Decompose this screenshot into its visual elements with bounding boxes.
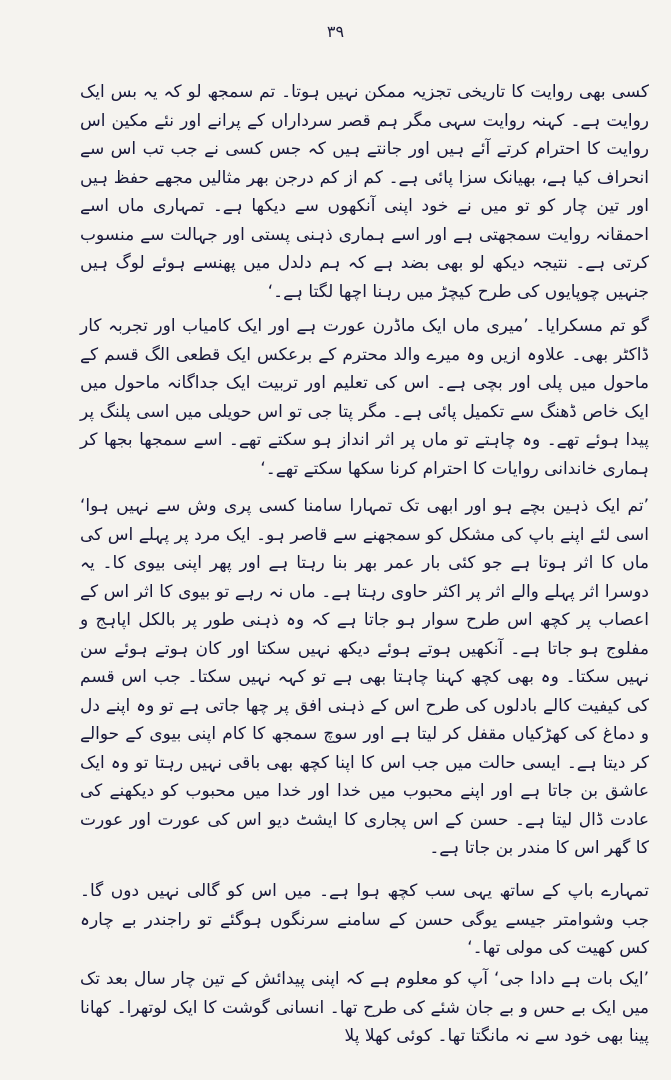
paragraph-5: ’ایک بات ہے دادا جی‘ آپ کو معلوم ہے کہ اپنی پیدائش کے تین چار سال بعد تک میں ایک بے حس و بے جان شئے کی طرح تھا۔ انسانی گوشت کا ایک لوتھرا۔ کھانا پینا بھی خود سے نہ مانگتا تھا۔ کوئی کھلا پلا xyxy=(80,969,649,1046)
paragraph-1: کسی بھی روایت کا تاریخی تجزیہ ممکن نہیں ہوتا۔ تم سمجھ لو کہ یہ بس ایک روایت ہے۔ کہنہ روایت سہی مگر ہم قصر سرداراں کے پرانے اور نئے مکین اس روایت کا احترام کرتے آئے ہیں اور جانتے ہیں کہ جس کسی نے جب تب اس سے انحراف کیا ہے، بھیانک سزا پائی ہے۔ کم از کم درجن بھر مثالیں مجھے حفظ ہیں اور تین چار کو تو میں نے خود اپنی آنکھوں سے دیکھا ہے۔ تمہاری ماں اسے احمقانہ روایت سمجھتی ہے اور اسے ہماری ذہنی پستی اور جہالت سے منسوب کرتی ہے۔ نتیجہ دیکھ لو بھی بضد ہے کہ ہم دلدل میں پھنسے ہوئے لوگ ہیں جنہیں چوپایوں کی طرح کیچڑ میں رہنا اچھا لگتا ہے۔‘ xyxy=(80,82,649,302)
page-number: ٣٩ xyxy=(326,22,345,41)
paragraph-4: تمہارے باپ کے ساتھ یہی سب کچھ ہوا ہے۔ میں اس کو گالی نہیں دوں گا۔ جب وشوامتر جیسے یوگی حسن کے سامنے سرنگوں ہوگئے تو راجندر بے چارہ کس کھیت کی مولی تھا۔‘ xyxy=(80,881,649,958)
paragraph-3: ’تم ایک ذہین بچے ہو اور ابھی تک تمہارا سامنا کسی پری وش سے نہیں ہوا‘ اسی لئے اپنے باپ کی مشکل کو سمجھنے سے قاصر ہو۔ ایک مرد پر پہلے اس کی ماں کا اثر ہوتا ہے جو کئی بار عمر بھر بنا رہتا ہے اور پھر اپنی بیوی کا۔ یہ دوسرا اثر پہلے والے اثر پر اکثر حاوی رہتا ہے۔ ماں نہ رہے تو بیوی کا اثر اس کے اعصاب پر کچھ اس طرح سوار ہو جاتا ہے کہ وہ ذہنی طور پر بالکل اپاہج و مفلوج ہو جاتا ہے۔ آنکھیں ہوتے ہوئے دیکھ نہیں سکتا اور کان ہوتے ہوئے سن نہیں سکتا۔ وہ بھی کچھ کہنا چاہتا بھی ہے تو کہہ نہیں سکتا۔ جب اس قسم کی کیفیت کالے بادلوں کی طرح اس کے ذہنی افق پر چھا جاتی ہے تو وہ اپنے دل و دماغ کی کھڑکیاں مقفل کر لیتا ہے اور سوچ سمجھ کا کام اپنی بیوی کے حوالے کر دیتا ہے۔ ایسی حالت میں جب اس کا اپنا کچھ بھی باقی نہیں رہتا تو وہ ایک عاشق بن جاتا ہے اور اپنے محبوب میں خدا اور خدا میں محبوب کو دیکھنے کی عادت ڈال لیتا ہے۔ حسن کے اس پجاری کا ایشٹ دیو اس کی عورت اور عورت کا گھر اس کا مندر بن جاتا ہے۔ xyxy=(80,496,649,858)
paragraph-2: گو تم مسکرایا۔ ’میری ماں ایک ماڈرن عورت ہے اور ایک کامیاب اور تجربہ کار ڈاکٹر بھی۔ علاوہ ازیں وہ میرے والد محترم کے برعکس ایک قطعی الگ قسم کے ماحول میں پلی اور بچی ہے۔ اس کی تعلیم اور تربیت ایک جداگانہ ماحول میں ایک خاص ڈھنگ سے تکمیل پائی ہے۔ مگر پتا جی تو اس حویلی میں اسی پلنگ پر پیدا ہوئے تھے۔ وہ چاہتے تو ماں پر اثر انداز ہو سکتے تھے۔ اسے سمجھا بجھا کر ہماری خاندانی روایات کا احترام کرنا سکھا سکتے تھے۔‘ xyxy=(80,316,649,479)
